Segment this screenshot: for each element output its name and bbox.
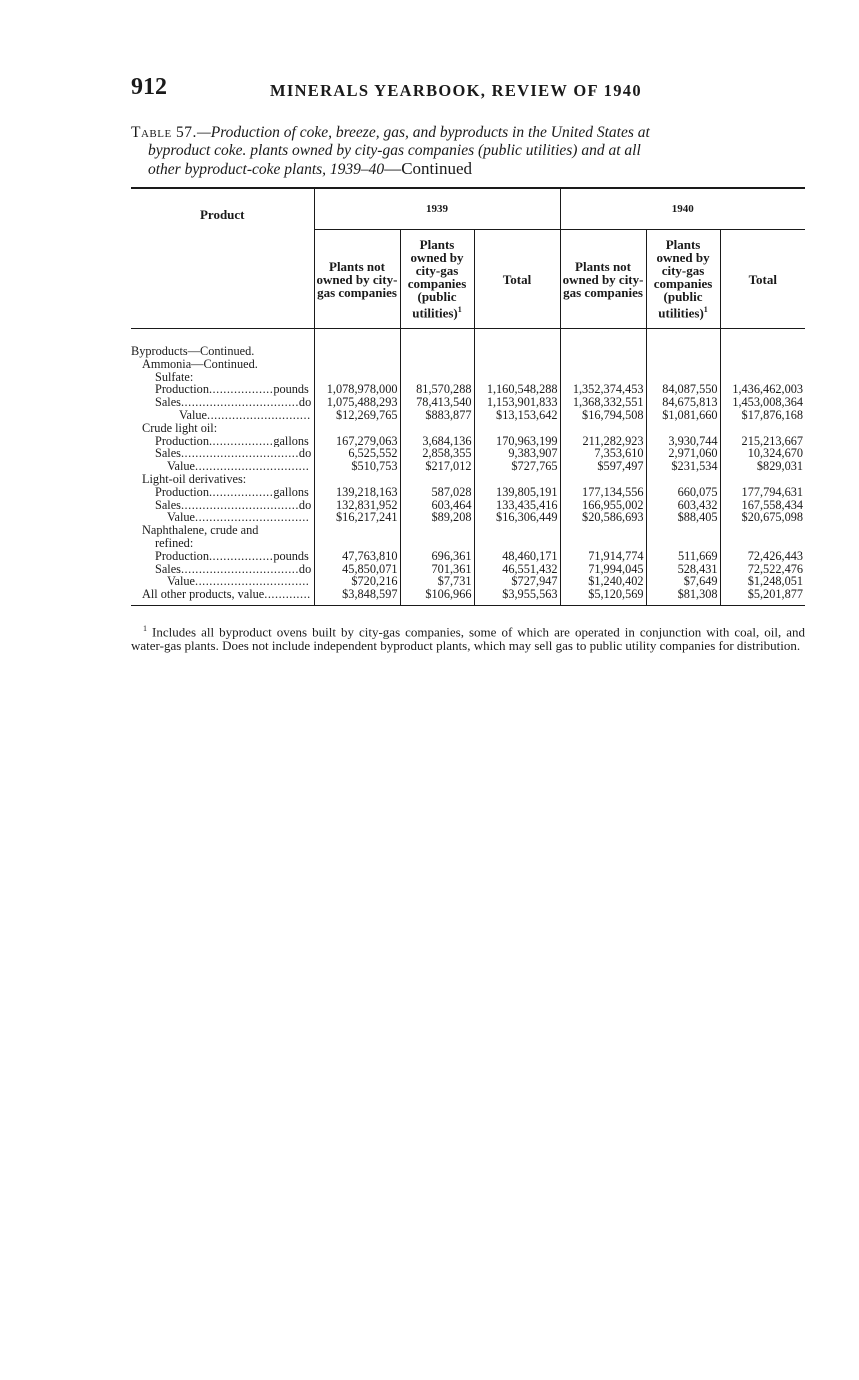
row-label-text: Sales xyxy=(155,562,181,576)
row-label xyxy=(131,511,314,524)
row-label-text: Value xyxy=(167,575,195,589)
cell: 1,075,488,293 xyxy=(314,396,400,409)
cell: $727,947 xyxy=(474,575,560,588)
cell: 1,153,901,833 xyxy=(474,396,560,409)
section-row xyxy=(131,358,805,371)
cell: $3,955,563 xyxy=(474,588,560,605)
cell: 84,675,813 xyxy=(646,396,720,409)
footnote-ref: 1 xyxy=(703,305,708,315)
col-1940-owned xyxy=(646,230,720,329)
cell: 587,028 xyxy=(400,486,474,499)
caption-text-3: other byproduct-coke plants, 1939–40 xyxy=(148,161,385,178)
dot-leader: ................................ xyxy=(195,575,310,589)
row-label xyxy=(131,563,314,576)
year-1940-header: 1940 xyxy=(560,188,805,230)
cell: $829,031 xyxy=(756,459,804,474)
caption-continued: —Continued xyxy=(384,159,473,178)
cell: 133,435,416 xyxy=(474,499,560,512)
caption-line-3 xyxy=(131,160,806,179)
cell: $17,876,168 xyxy=(741,407,804,422)
cell: $883,877 xyxy=(400,409,474,422)
col-1940-owned-text: Plants owned by city-gas companies (public utilities) xyxy=(653,237,713,321)
cell: 1,160,548,288 xyxy=(474,383,560,396)
row-unit: do xyxy=(298,447,312,461)
section-row xyxy=(131,422,805,435)
cell: 72,426,443 xyxy=(747,548,804,563)
caption-line-2: byproduct coke. plants owned by city-gas companies (public utilities) and at all xyxy=(148,142,641,159)
cell: 1,368,332,551 xyxy=(560,396,646,409)
row-label xyxy=(131,550,314,563)
section-row xyxy=(131,537,805,550)
col-1939-not-owned: Plants not owned by city-gas companies xyxy=(314,230,400,329)
footnote-ref: 1 xyxy=(457,305,462,315)
cell: 72,522,476 xyxy=(747,561,804,576)
row-label-text: Production xyxy=(155,485,209,499)
cell: $3,848,597 xyxy=(314,588,400,605)
cell: $5,120,569 xyxy=(560,588,646,605)
section-label: refined: xyxy=(131,537,314,550)
row-unit: gallons xyxy=(273,434,309,448)
col-1939-owned xyxy=(400,230,474,329)
cell: $13,153,642 xyxy=(474,409,560,422)
row-label-text: Value xyxy=(167,511,195,525)
cell: 139,218,163 xyxy=(314,486,400,499)
table-row xyxy=(131,588,805,605)
table-label: Table 57. xyxy=(131,124,197,141)
cell: $1,248,051 xyxy=(747,574,804,589)
cell: $16,306,449 xyxy=(474,511,560,524)
cell: $727,765 xyxy=(474,460,560,473)
cell: 45,850,071 xyxy=(314,563,400,576)
cell: $7,649 xyxy=(646,575,720,588)
col-1939-total: Total xyxy=(474,230,560,329)
dot-leader: ................................ xyxy=(195,460,310,473)
dot-leader: ................................ xyxy=(195,511,310,525)
cell: 166,955,002 xyxy=(560,499,646,512)
row-label xyxy=(131,575,314,588)
dot-leader: .................. xyxy=(208,383,274,397)
cell: 3,930,744 xyxy=(646,435,720,448)
cell: 71,994,045 xyxy=(560,563,646,576)
cell: 177,134,556 xyxy=(560,486,646,499)
row-label-text: All other products, value xyxy=(142,588,265,602)
cell: 211,282,923 xyxy=(560,435,646,448)
row-unit: gallons xyxy=(273,485,309,499)
section-label: Ammonia—Continued. xyxy=(131,358,314,371)
cell: 1,352,374,453 xyxy=(560,383,646,396)
cell: $16,217,241 xyxy=(314,511,400,524)
cell: $88,405 xyxy=(646,511,720,524)
cell: 84,087,550 xyxy=(646,383,720,396)
cell: 81,570,288 xyxy=(400,383,474,396)
table-caption xyxy=(131,124,806,179)
section-label: Naphthalene, crude and xyxy=(131,524,314,537)
cell: 177,794,631 xyxy=(741,484,804,499)
footnote xyxy=(131,622,805,652)
dot-leader: .................. xyxy=(208,434,274,448)
caption-text-1: —Production of coke, breeze, gas, and byproducts in the United States at xyxy=(196,124,650,141)
caption-line-1 xyxy=(131,124,806,142)
dot-leader: ................................. xyxy=(180,562,299,576)
cell: 2,858,355 xyxy=(400,447,474,460)
table-row xyxy=(131,460,805,473)
dot-leader: ................................. xyxy=(180,396,299,409)
cell: $89,208 xyxy=(400,511,474,524)
table-row xyxy=(131,486,805,499)
section-row xyxy=(131,473,805,486)
page-number: 912 xyxy=(131,74,167,100)
cell: 701,361 xyxy=(400,563,474,576)
cell: 3,684,136 xyxy=(400,435,474,448)
cell: 47,763,810 xyxy=(314,550,400,563)
cell: 1,453,008,364 xyxy=(732,395,804,410)
row-label-text: Sales xyxy=(155,498,181,512)
cell: $20,675,098 xyxy=(741,510,804,525)
cell: $231,534 xyxy=(646,460,720,473)
footnote-marker: 1 xyxy=(143,624,147,633)
cell: 215,213,667 xyxy=(741,433,804,448)
dot-leader: .................. xyxy=(208,485,274,499)
row-label xyxy=(131,486,314,499)
cell: 2,971,060 xyxy=(646,447,720,460)
cell: 528,431 xyxy=(646,563,720,576)
cell: $720,216 xyxy=(314,575,400,588)
cell: 603,464 xyxy=(400,499,474,512)
row-label-text: Production xyxy=(155,549,209,563)
row-label-text: Production xyxy=(155,434,209,448)
data-table-container xyxy=(131,187,805,606)
year-1939-header: 1939 xyxy=(314,188,560,230)
section-row xyxy=(131,524,805,537)
section-label: Byproducts—Continued. xyxy=(131,345,314,358)
row-label xyxy=(131,396,314,409)
table-row xyxy=(131,511,805,524)
cell: 167,558,434 xyxy=(741,497,804,512)
row-label-text: Sales xyxy=(155,447,181,461)
cell: 1,078,978,000 xyxy=(314,383,400,396)
dot-leader: ................................. xyxy=(180,498,299,512)
cell: 696,361 xyxy=(400,550,474,563)
product-column-header: Product xyxy=(131,188,314,329)
row-label xyxy=(131,409,314,422)
row-label-text: Value xyxy=(167,460,195,473)
cell: 7,353,610 xyxy=(560,447,646,460)
dot-leader: ............................. xyxy=(207,408,311,422)
row-label xyxy=(131,435,314,448)
cell: $81,308 xyxy=(646,588,720,605)
cell: 511,669 xyxy=(646,550,720,563)
cell: $510,753 xyxy=(314,460,400,473)
cell: 10,324,670 xyxy=(747,446,804,461)
cell: $7,731 xyxy=(400,575,474,588)
cell: 78,413,540 xyxy=(400,396,474,409)
cell: 167,279,063 xyxy=(314,435,400,448)
row-label-text: Sales xyxy=(155,396,181,409)
cell: $16,794,508 xyxy=(560,409,646,422)
cell: 660,075 xyxy=(646,486,720,499)
cell: 139,805,191 xyxy=(474,486,560,499)
cell: 71,914,774 xyxy=(560,550,646,563)
row-label xyxy=(131,383,314,396)
row-label xyxy=(131,499,314,512)
cell: 1,436,462,003 xyxy=(732,382,804,397)
row-label xyxy=(131,460,314,473)
cell: $12,269,765 xyxy=(314,409,400,422)
cell: 48,460,171 xyxy=(474,550,560,563)
col-1940-not-owned: Plants not owned by city-gas companies xyxy=(560,230,646,329)
footnote-text: Includes all byproduct ovens built by city-gas companies, some of which are operated in conjunction with coal, oil, and water-gas plants. Does not include independent byproduct plants, which may sell gas to public utility companies for distribution. xyxy=(131,624,806,653)
row-label xyxy=(131,588,314,605)
dot-leader: ................................. xyxy=(180,447,299,461)
section-label: Crude light oil: xyxy=(131,422,314,435)
cell: $597,497 xyxy=(560,460,646,473)
col-1940-total: Total xyxy=(720,230,805,329)
row-label-text: Production xyxy=(155,383,209,397)
row-unit: pounds xyxy=(273,549,309,563)
dot-leader: ............. xyxy=(264,588,311,602)
cell: $1,240,402 xyxy=(560,575,646,588)
cell: $106,966 xyxy=(400,588,474,605)
table-row xyxy=(131,550,805,563)
cell: 46,551,432 xyxy=(474,563,560,576)
byproducts-table xyxy=(131,187,805,606)
cell: $217,012 xyxy=(400,460,474,473)
section-row xyxy=(131,345,805,358)
row-label-text: Value xyxy=(179,408,207,422)
cell: $5,201,877 xyxy=(720,588,805,605)
row-unit: do xyxy=(298,396,312,409)
section-label: Light-oil derivatives: xyxy=(131,473,314,486)
cell: 132,831,952 xyxy=(314,499,400,512)
dot-leader: .................. xyxy=(208,549,274,563)
section-label: Sulfate: xyxy=(131,371,314,384)
row-unit: do xyxy=(298,562,312,576)
cell: 9,383,907 xyxy=(474,447,560,460)
row-unit: pounds xyxy=(273,383,309,397)
row-label xyxy=(131,447,314,460)
table-row xyxy=(131,409,805,422)
cell: $1,081,660 xyxy=(646,409,720,422)
cell: 6,525,552 xyxy=(314,447,400,460)
row-unit: do xyxy=(298,498,312,512)
running-title: MINERALS YEARBOOK, REVIEW OF 1940 xyxy=(270,81,642,100)
cell: 170,963,199 xyxy=(474,435,560,448)
cell: 603,432 xyxy=(646,499,720,512)
cell: $20,586,693 xyxy=(560,511,646,524)
col-1939-owned-text: Plants owned by city-gas companies (public utilities) xyxy=(407,237,467,321)
